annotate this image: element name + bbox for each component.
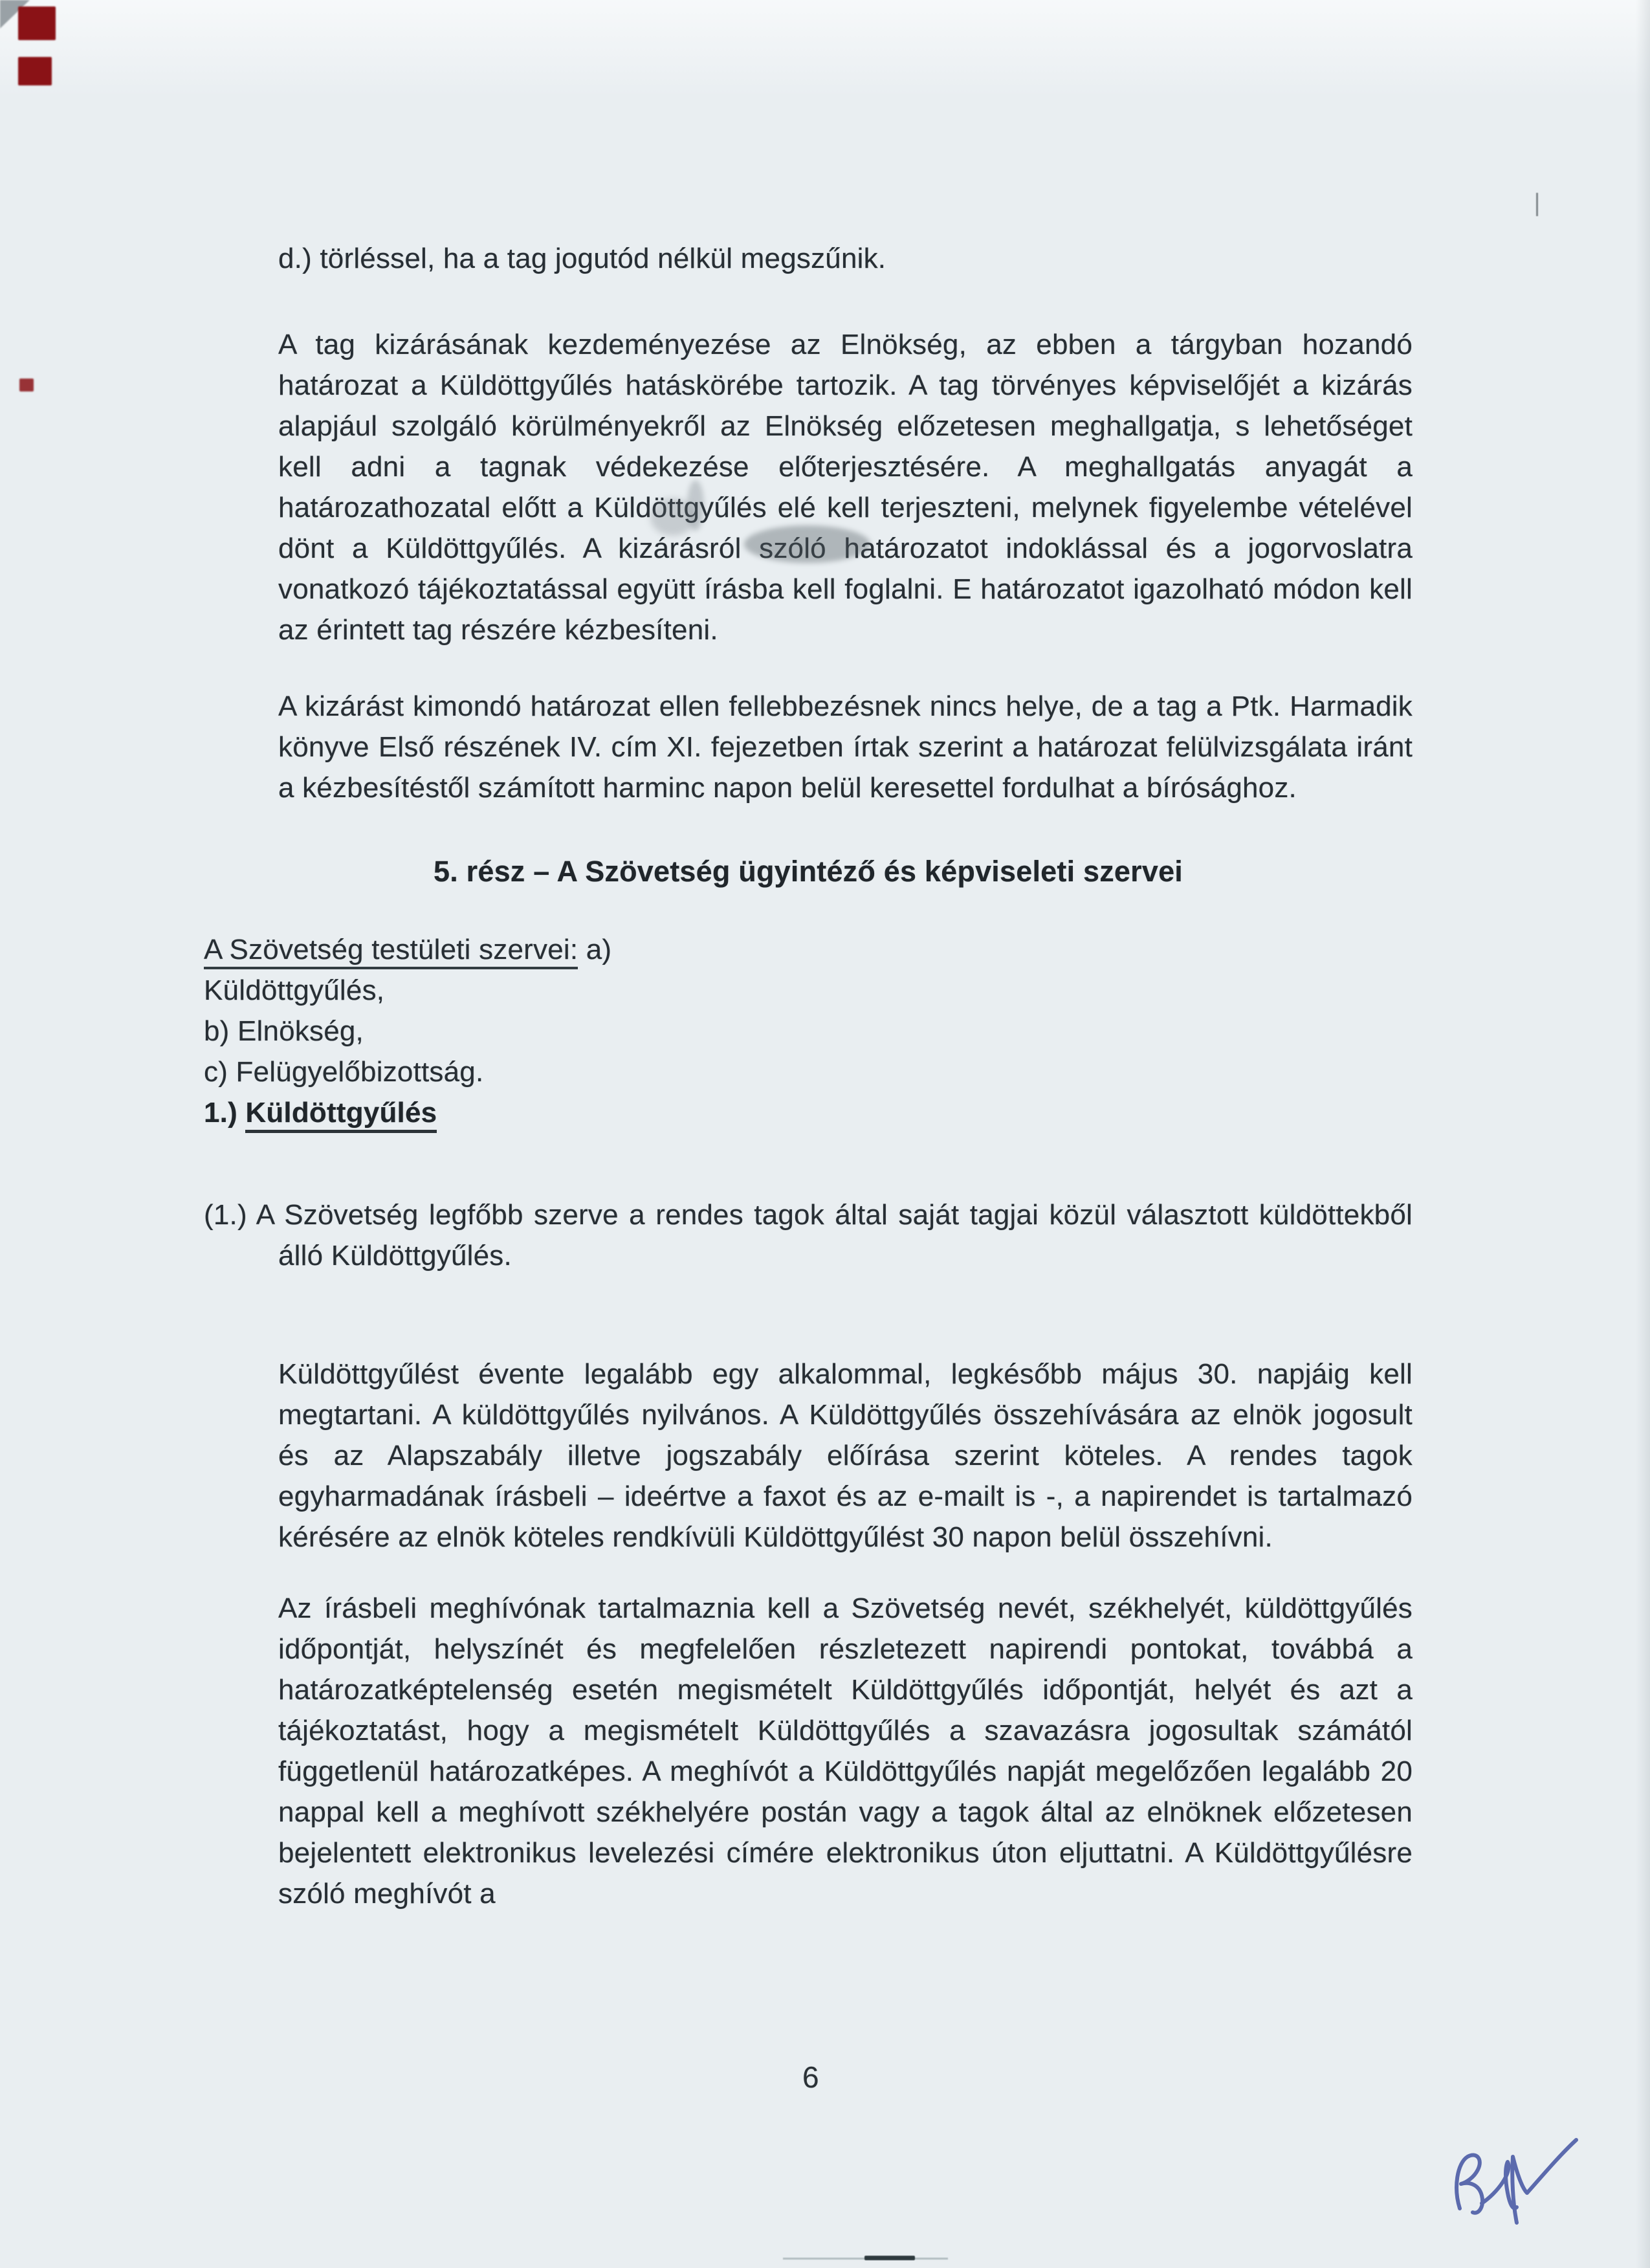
org-list-intro-tail: a) [578, 934, 612, 965]
scan-bottom-edge-dash [864, 2256, 915, 2260]
numbered-section-title: Küldöttgyűlés [245, 1097, 437, 1133]
scan-artifact-line [1536, 193, 1538, 216]
paragraph-exclusion-procedure: A tag kizárásának kezdeményezése az Elnökség, az ebben a tárgyban hozandó határozat a Küldöttgyűlés hatáskörébe tartozik. A tag törvényes képviselőjét a kizárás alapjául szolgáló körülményekről az Elnökség előzetesen meghallgatja, s lehetőséget kell adni a tagnak védekezése előterjesztésére. A meghallgatás anyagát a határozathozatal előtt a Küldöttgyűlés elé kell terjeszteni, melynek figyelembe vételével dönt a Küldöttgyűlés. A kizárásról szóló határozatot indoklással és a jogorvoslatra vonatkozó tájékoztatással együtt írásba kell foglalni. E határozatot igazolható módon kell az érintett tag részére kézbesíteni. [278, 329, 1413, 646]
org-list-item: b) Elnökség, [204, 1015, 364, 1047]
scan-artifact-red-speck [19, 379, 34, 391]
clause-1 [204, 1195, 1413, 1276]
handwritten-initials-signature [1444, 2126, 1593, 2242]
clause-1-label: (1.) [204, 1199, 256, 1231]
paragraph-invitation: Az írásbeli meghívónak tartalmaznia kell a Szövetség nevét, székhelyét, küldöttgyűlés időpontját, helyszínét és megfelelően részletezett napirendi pontokat, továbbá a határozatképtelenség esetén megismételt Küldöttgyűlés időpontját, helyét és azt a tájékoztatást, hogy a megismételt Küldöttgyűlés a szavazásra jogosultak számától függetlenül határozatképes. A meghívót a Küldöttgyűlés napját megelőzően legalább 20 nappal kell a meghívott székhelyére postán vagy a tagok által az elnöknek előzetesen bejelentett elektronikus levelezési címére elektronikus úton eljuttatni. A Küldöttgyűlésre szóló meghívót a [278, 1592, 1413, 1910]
scan-right-edge-shade [1636, 0, 1650, 2268]
section-heading: 5. rész – A Szövetség ügyintéző és képviseleti szervei [434, 855, 1183, 888]
list-item-d: d.) törléssel, ha a tag jogutód nélkül megszűnik. [278, 243, 886, 274]
org-list-intro-underlined: A Szövetség testületi szervei: [204, 934, 578, 969]
paragraph-exclusion-appeal: A kizárást kimondó határozat ellen fellebbezésnek nincs helye, de a tag a Ptk. Harmadik könyve Első részének IV. cím XI. fejezetben írtak szerint a határozat felülvizsgálata iránt a kézbesítéstől számított harminc napon belül keresettel fordulhat a bírósághoz. [278, 690, 1413, 804]
clause-1-text: A Szövetség legfőbb szerve a rendes tagok által saját tagjai közül választott küldöttekből álló Küldöttgyűlés. [256, 1199, 1413, 1272]
scan-artifact-red-mark [18, 57, 52, 85]
org-list-intro [204, 929, 1413, 970]
numbered-section-prefix: 1.) [204, 1097, 246, 1128]
scan-top-light-band [0, 0, 1650, 97]
document-body [204, 238, 1413, 1943]
numbered-section-heading [204, 1092, 1413, 1133]
org-list [204, 929, 1413, 1133]
paragraph-annual-meeting: Küldöttgyűlést évente legalább egy alkalommal, legkésőbb május 30. napjáig kell megtartani. A küldöttgyűlés nyilvános. A Küldöttgyűlés összehívására az elnök jogosult és az Alapszabály illetve jogszabály előírása szerint köteles. A rendes tagok egyharmadának írásbeli – ideértve a faxot és az e-mailt is -, a napirendet is tartalmazó kérésére az elnök köteles rendkívüli Küldöttgyűlést 30 napon belül összehívni. [278, 1358, 1413, 1553]
org-list-item: Küldöttgyűlés, [204, 974, 385, 1006]
page-number: 6 [802, 2060, 819, 2094]
scan-artifact-red-mark [18, 6, 56, 40]
org-list-item: c) Felügyelőbizottság. [204, 1056, 484, 1088]
